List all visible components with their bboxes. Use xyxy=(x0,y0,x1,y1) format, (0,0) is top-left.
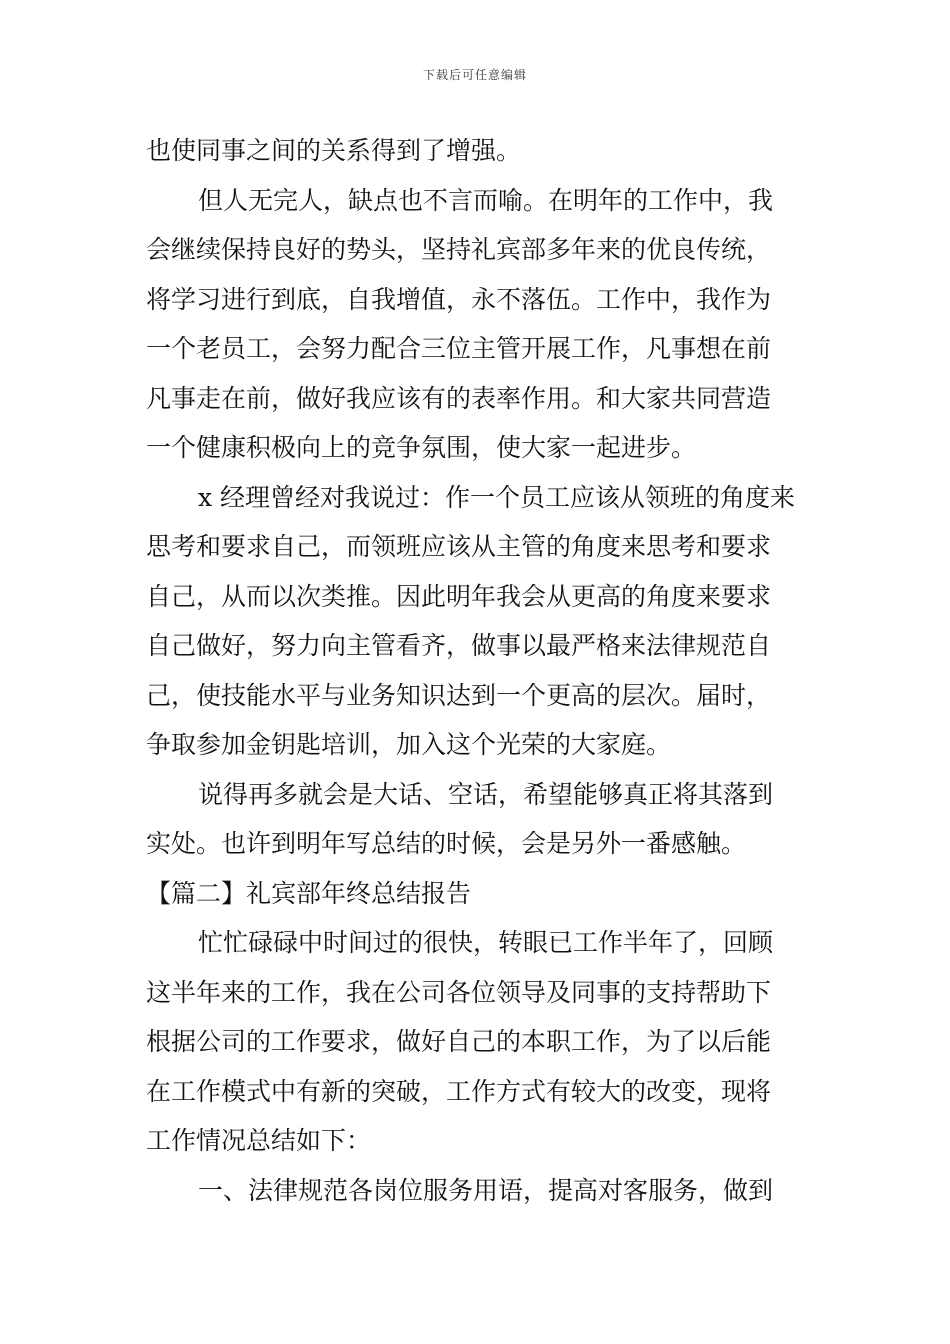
text-line: 实处。也许到明年写总结的时候，会是另外一番感触。 xyxy=(146,829,747,858)
text-line: 工作情况总结如下： xyxy=(146,1126,372,1155)
page-header-note: 下载后可任意编辑 xyxy=(422,68,527,82)
text-line: 将学习进行到底，自我增值，永不落伍。工作中，我作为 xyxy=(146,284,772,314)
text-line: x 经理曾经对我说过：作一个员工应该从领班的角度来 xyxy=(198,482,796,512)
text-line: 己，使技能水平与业务知识达到一个更高的层次。届时， xyxy=(146,680,772,710)
text-line: 思考和要求自己，而领班应该从主管的角度来思考和要求 xyxy=(146,532,772,561)
text-line: 这半年来的工作，我在公司各位领导及同事的支持帮助下 xyxy=(146,977,772,1007)
text-line: 根据公司的工作要求，做好自己的本职工作，为了以后能 xyxy=(146,1027,772,1056)
text-line: 也使同事之间的关系得到了增强。 xyxy=(146,136,522,165)
text-line: 但人无完人，缺点也不言而喻。在明年的工作中，我 xyxy=(198,185,774,215)
text-line: 一个健康积极向上的竞争氛围，使大家一起进步。 xyxy=(146,433,697,462)
text-line: 会继续保持良好的势头，坚持礼宾部多年来的优良传统， xyxy=(146,235,772,264)
section-heading: 【篇二】礼宾部年终总结报告 xyxy=(146,878,472,908)
text-line: 在工作模式中有新的突破，工作方式有较大的改变，现将 xyxy=(146,1076,772,1106)
text-line: 忙忙碌碌中时间过的很快，转眼已工作半年了，回顾 xyxy=(198,928,774,957)
document-body xyxy=(146,126,806,1215)
text-line: 说得再多就会是大话、空话，希望能够真正将其落到 xyxy=(198,779,774,809)
text-line: 自己做好，努力向主管看齐，做事以最严格来法律规范自 xyxy=(146,631,772,660)
text-line: 一个老员工，会努力配合三位主管开展工作，凡事想在前 xyxy=(146,334,772,363)
text-line: 凡事走在前，做好我应该有的表率作用。和大家共同营造 xyxy=(146,383,772,413)
text-line: 自己，从而以次类推。因此明年我会从更高的角度来要求 xyxy=(146,581,772,611)
text-line: 争取参加金钥匙培训，加入这个光荣的大家庭。 xyxy=(146,730,672,759)
text-line: 一、法律规范各岗位服务用语，提高对客服务，做到 xyxy=(198,1175,774,1205)
